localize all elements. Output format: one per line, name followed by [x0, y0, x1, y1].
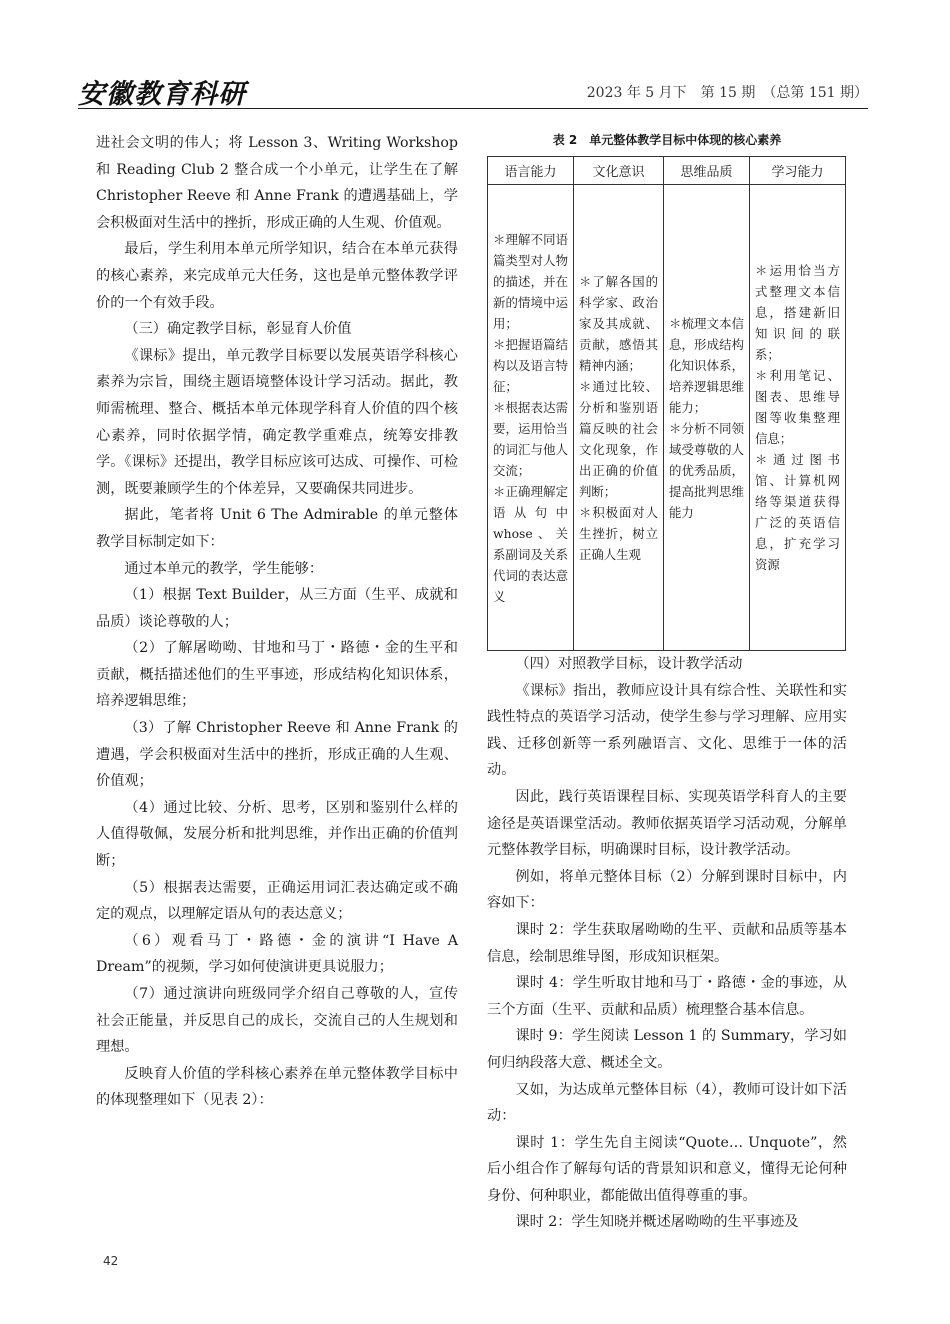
cell-item: ＊通过比较、分析和鉴别语篇反映的社会文化现象，作出正确的价值判断；	[579, 378, 658, 499]
paragraph: 又如，为达成单元整体目标（4），教师可设计如下活动：	[487, 1081, 847, 1125]
paragraph: 《课标》提出，单元教学目标要以发展英语学科核心素养为宗旨，围绕主题语境整体设计学习活动。据此，教师需梳理、整合、概括本单元体现学科育人价值的四个核心素养，同时依据学情，确定教学重难点，统筹安排教学。《课标》还提出，教学目标应该可达成、可操作、可检测，既要兼顾学生的个体差异，又要确保共同进步。	[96, 347, 458, 497]
objective-item: （6）观看马丁・路德・金的演讲“I Have A Dream”的视频，学习如何使演讲更具说服力；	[96, 932, 458, 976]
objective-item: （5）根据表达需要，正确运用词汇表达确定或不确定的观点，以理解定语从句的表达意义；	[96, 879, 458, 923]
table-header-cell: 学习能力	[750, 157, 846, 185]
cell-item: ＊根据表达需要，运用恰当的词汇与他人交流；	[493, 399, 568, 478]
paragraph: 反映育人价值的学科核心素养在单元整体教学目标中的体现整理如下（见表 2）：	[96, 1065, 458, 1109]
lesson-goal: 课时 1：学生先自主阅读“Quote… Unquote”，然后小组合作了解每句话的背景知识和意义，懂得无论何种身份、何种职业，都能做出值得尊重的事。	[487, 1134, 847, 1204]
lesson-goal: 课时 9：学生阅读 Lesson 1 的 Summary，学习如何归纳段落大意、概述全文。	[487, 1028, 847, 1071]
journal-title: 安徽教育科研	[78, 79, 246, 110]
right-column	[487, 130, 847, 1236]
cell-item: ＊了解各国的科学家、政治家及其成就、贡献，感悟其精神内涵；	[579, 273, 658, 373]
paragraph: 《课标》指出，教师应设计具有综合性、关联性和实践性特点的英语学习活动，使学生参与学习理解、应用实践、迁移创新等一系列融语言、文化、思维于一体的活动。	[487, 682, 847, 779]
paragraph: 例如，将单元整体目标（2）分解到课时目标中，内容如下：	[487, 868, 847, 912]
objective-item: （2）了解屠呦呦、甘地和马丁・路德・金的生平和贡献，概括描述他们的生平事迹，形成结构化知识体系，培养逻辑思维；	[96, 640, 458, 710]
table-cell-thinking-quality	[664, 185, 750, 651]
paragraph: 最后，学生利用本单元所学知识，结合在本单元获得的核心素养，来完成单元大任务，这也是单元整体教学评价的一个有效手段。	[96, 241, 458, 311]
paragraph: 进社会文明的伟人；将 Lesson 3、Writing Workshop 和 Reading Club 2 整合成一个小单元，让学生在了解 Christopher Reeve 和 Anne Frank 的遭遇基础上，学会积极面对生活中的挫折，形成正确的人生观、价值观。	[96, 135, 458, 231]
cell-item: ＊利用笔记、图表、思维导图等收集整理信息；	[755, 368, 840, 446]
cell-item: ＊把握语篇结构以及语言特征；	[493, 336, 568, 394]
table-caption: 表 2 单元整体教学目标中体现的核心素养	[552, 133, 782, 147]
section-heading: （四）对照教学目标，设计教学活动	[515, 656, 743, 672]
page-number: 42	[103, 1254, 119, 1268]
paragraph: 据此，笔者将 Unit 6 The Admirable 的单元整体教学目标制定如下：	[96, 507, 458, 550]
paragraph: 通过本单元的教学，学生能够：	[124, 560, 324, 577]
section-heading: （三）确定教学目标，彰显育人价值	[124, 321, 352, 338]
page-header	[78, 72, 868, 110]
table-cell-cultural-awareness	[574, 185, 664, 651]
cell-item: ＊正确理解定语从句中 whose、关系副词及关系代词的表达意义	[493, 483, 568, 604]
table-header-cell: 文化意识	[574, 157, 664, 185]
left-column	[96, 130, 458, 1114]
objective-item: （4）通过比较、分析、思考，区别和鉴别什么样的人值得敬佩，发展分析和批判思维，并作出正确的价值判断；	[96, 799, 458, 870]
cell-item: ＊积极面对人生挫折，树立正确人生观	[579, 504, 658, 562]
cell-item: ＊运用恰当方式整理文本信息，搭建新旧知识间的联系；	[755, 263, 840, 362]
cell-item: ＊梳理文本信息，形成结构化知识体系，培养逻辑思维能力；	[669, 315, 744, 415]
paragraph: 因此，践行英语课程目标、实现英语学科育人的主要途径是英语课堂活动。教师依据英语学习活动观，分解单元整体教学目标，明确课时目标，设计教学活动。	[487, 788, 847, 859]
cell-item: ＊通过图书馆、计算机网络等渠道获得广泛的英语信息，扩充学习资源	[755, 452, 840, 572]
header-divider	[78, 108, 868, 109]
lesson-goal: 课时 4：学生听取甘地和马丁・路德・金的事迹，从三个方面（生平、贡献和品质）梳理整合基本信息。	[487, 975, 847, 1018]
objective-item: （7）通过演讲向班级同学介绍自己尊敬的人，宣传社会正能量，并反思自己的成长，交流自己的人生规划和理想。	[96, 986, 458, 1056]
core-competency-table	[487, 156, 846, 651]
lesson-goal: 课时 2：学生知晓并概述屠呦呦的生平事迹及	[515, 1214, 799, 1231]
objective-item: （1）根据 Text Builder，从三方面（生平、成就和品质）谈论尊敬的人；	[96, 587, 458, 630]
issue-info: 2023 年 5 月下 第 15 期 （总第 151 期）	[586, 85, 868, 101]
cell-item: ＊理解不同语篇类型对人物的描述，并在新的情境中运用；	[493, 231, 568, 331]
table-cell-language-ability	[488, 185, 574, 651]
table-cell-learning-ability	[750, 185, 846, 651]
table-header-cell: 语言能力	[488, 157, 574, 185]
cell-item: ＊分析不同领域受尊敬的人的优秀品质，提高批判思维能力	[669, 420, 744, 520]
table-header-row	[488, 157, 846, 185]
table-row	[488, 185, 846, 651]
table-header-cell: 思维品质	[664, 157, 750, 185]
objective-item: （3）了解 Christopher Reeve 和 Anne Frank 的遭遇，学会积极面对生活中的挫折，形成正确的人生观、价值观；	[96, 720, 458, 790]
lesson-goal: 课时 2：学生获取屠呦呦的生平、贡献和品质等基本信息，绘制思维导图，形成知识框架。	[487, 921, 847, 965]
